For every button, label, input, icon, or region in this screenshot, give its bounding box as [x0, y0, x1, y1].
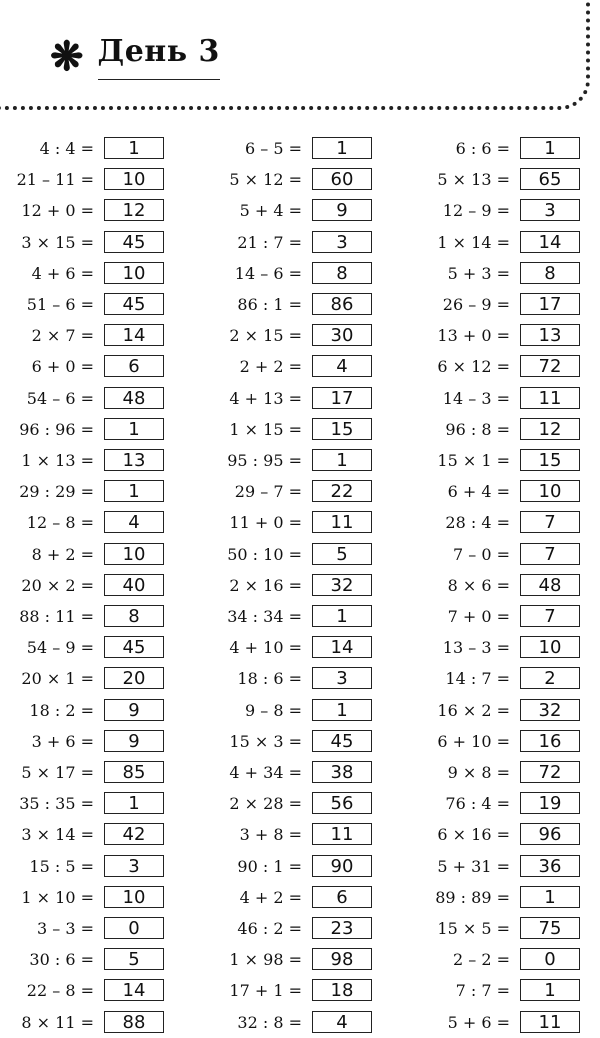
exercise-expression: 4 + 13 =	[229, 388, 302, 408]
exercise-expression: 6 + 10 =	[437, 731, 510, 751]
answer-box[interactable]: 7	[520, 511, 580, 533]
answer-box[interactable]: 4	[312, 1011, 372, 1033]
answer-box[interactable]: 17	[520, 293, 580, 315]
answer-box[interactable]: 1	[104, 792, 164, 814]
answer-box[interactable]: 1	[520, 979, 580, 1001]
answer-box[interactable]: 10	[104, 262, 164, 284]
answer-box[interactable]: 38	[312, 761, 372, 783]
answer-box[interactable]: 1	[520, 137, 580, 159]
exercise-expression: 1 × 13 =	[21, 451, 94, 470]
exercise-expression: 29 – 7 =	[234, 482, 302, 502]
answer-box[interactable]: 0	[520, 948, 580, 970]
exercise-row	[0, 418, 600, 442]
answer-box[interactable]: 14	[104, 979, 164, 1001]
answer-box[interactable]: 8	[520, 262, 580, 284]
answer-box[interactable]: 98	[312, 948, 372, 970]
answer-box[interactable]: 3	[520, 199, 580, 221]
exercise-expression: 3 – 3 =	[36, 919, 94, 938]
exercise-expression: 95 : 95 =	[227, 451, 302, 470]
answer-box[interactable]: 85	[104, 761, 164, 783]
exercise-expression: 1 × 98 =	[229, 950, 302, 970]
answer-box[interactable]: 5	[312, 543, 372, 565]
exercise-row	[0, 823, 600, 847]
exercise-row	[0, 293, 600, 317]
exercise-expression: 15 : 5 =	[29, 856, 94, 876]
answer-box[interactable]: 45	[104, 293, 164, 315]
exercise-expression: 5 + 3 =	[447, 263, 510, 283]
answer-box[interactable]: 19	[520, 792, 580, 814]
answer-box[interactable]: 20	[104, 667, 164, 689]
answer-box[interactable]: 22	[312, 480, 372, 502]
answer-box[interactable]: 7	[520, 543, 580, 565]
answer-box[interactable]: 2	[520, 667, 580, 689]
exercise-expression: 86 : 1 =	[237, 295, 302, 314]
exercise-expression: 4 + 6 =	[31, 263, 94, 283]
answer-box[interactable]: 4	[104, 511, 164, 533]
answer-box[interactable]: 1	[104, 418, 164, 440]
answer-box[interactable]: 13	[520, 324, 580, 346]
answer-box[interactable]: 17	[312, 387, 372, 409]
answer-box[interactable]: 4	[312, 355, 372, 377]
exercise-expression: 51 – 6 =	[26, 295, 94, 314]
answer-box[interactable]: 5	[104, 948, 164, 970]
answer-box[interactable]: 7	[520, 605, 580, 627]
exercise-expression: 5 × 13 =	[437, 170, 510, 190]
answer-box[interactable]: 88	[104, 1011, 164, 1033]
exercise-expression: 3 × 15 =	[21, 232, 94, 252]
answer-box[interactable]: 11	[520, 387, 580, 409]
answer-box[interactable]: 10	[104, 168, 164, 190]
answer-box[interactable]: 10	[104, 543, 164, 565]
answer-box[interactable]: 45	[312, 730, 372, 752]
answer-box[interactable]: 11	[312, 823, 372, 845]
exercise-expression: 15 × 1 =	[437, 451, 510, 470]
exercise-row	[0, 855, 600, 879]
answer-box[interactable]: 3	[312, 231, 372, 253]
exercise-expression: 7 : 7 =	[455, 981, 510, 1001]
answer-box[interactable]: 40	[104, 574, 164, 596]
exercise-expression: 9 – 8 =	[244, 700, 302, 720]
exercise-row	[0, 730, 600, 754]
exercise-row	[0, 262, 600, 286]
exercise-expression: 13 – 3 =	[442, 638, 510, 658]
exercise-expression: 12 + 0 =	[21, 201, 94, 221]
exercise-expression: 2 + 2 =	[239, 357, 302, 377]
answer-box[interactable]: 10	[104, 886, 164, 908]
exercise-expression: 14 – 3 =	[442, 388, 510, 408]
exercise-expression: 12 – 8 =	[26, 513, 94, 533]
answer-box[interactable]: 1	[312, 137, 372, 159]
exercise-row	[0, 948, 600, 972]
exercise-row	[0, 605, 600, 629]
exercise-expression: 76 : 4 =	[445, 794, 510, 814]
answer-box[interactable]: 60	[312, 168, 372, 190]
exercise-row	[0, 761, 600, 785]
exercise-expression: 30 : 6 =	[29, 950, 94, 970]
exercise-row	[0, 480, 600, 504]
answer-box[interactable]: 9	[312, 199, 372, 221]
exercise-row	[0, 137, 600, 161]
exercise-expression: 96 : 8 =	[445, 419, 510, 439]
exercise-row	[0, 168, 600, 192]
answer-box[interactable]: 14	[312, 636, 372, 658]
answer-box[interactable]: 9	[104, 730, 164, 752]
answer-box[interactable]: 12	[520, 418, 580, 440]
exercise-expression: 14 : 7 =	[445, 669, 510, 689]
answer-box[interactable]: 11	[312, 511, 372, 533]
exercise-row	[0, 543, 600, 567]
answer-box[interactable]: 1	[312, 699, 372, 721]
answer-box[interactable]: 18	[312, 979, 372, 1001]
exercise-expression: 15 × 5 =	[437, 919, 510, 938]
exercise-row	[0, 917, 600, 941]
answer-box[interactable]: 32	[312, 574, 372, 596]
exercise-expression: 8 + 2 =	[31, 544, 94, 564]
exercise-expression: 50 : 10 =	[227, 544, 302, 564]
exercise-expression: 54 – 9 =	[26, 638, 94, 658]
answer-box[interactable]: 36	[520, 855, 580, 877]
exercise-expression: 5 + 6 =	[447, 1012, 510, 1032]
exercise-row	[0, 792, 600, 816]
exercise-expression: 2 × 7 =	[31, 326, 94, 346]
exercise-row	[0, 231, 600, 255]
exercise-expression: 2 – 2 =	[452, 950, 510, 970]
answer-box[interactable]: 9	[104, 699, 164, 721]
exercise-expression: 9 × 8 =	[447, 763, 510, 782]
exercise-expression: 18 : 6 =	[237, 669, 302, 689]
exercise-row	[0, 324, 600, 348]
exercise-expression: 4 + 34 =	[229, 763, 302, 782]
answer-box[interactable]: 32	[520, 699, 580, 721]
exercise-expression: 4 + 2 =	[239, 887, 302, 907]
exercise-expression: 16 × 2 =	[437, 700, 510, 720]
answer-box[interactable]: 23	[312, 917, 372, 939]
exercise-row	[0, 1011, 600, 1035]
header	[50, 34, 220, 80]
exercise-expression: 29 : 29 =	[19, 482, 94, 502]
exercise-expression: 1 × 10 =	[21, 887, 94, 907]
exercise-expression: 22 – 8 =	[26, 981, 94, 1001]
exercise-expression: 6 + 4 =	[447, 482, 510, 502]
answer-box[interactable]: 15	[520, 449, 580, 471]
exercise-expression: 1 × 15 =	[229, 419, 302, 439]
exercise-expression: 2 × 28 =	[229, 794, 302, 814]
answer-box[interactable]: 48	[104, 387, 164, 409]
exercise-expression: 32 : 8 =	[237, 1012, 302, 1032]
answer-box[interactable]: 6	[312, 886, 372, 908]
snowflake-asterisk-icon: ❋	[50, 33, 84, 80]
answer-box[interactable]: 45	[104, 636, 164, 658]
answer-box[interactable]: 42	[104, 823, 164, 845]
exercise-expression: 6 × 16 =	[437, 825, 510, 845]
exercise-expression: 13 + 0 =	[437, 326, 510, 346]
exercise-expression: 14 – 6 =	[234, 263, 302, 283]
exercise-expression: 20 × 2 =	[21, 575, 94, 595]
answer-box[interactable]: 14	[520, 231, 580, 253]
answer-box[interactable]: 1	[312, 605, 372, 627]
exercise-row	[0, 355, 600, 379]
exercise-row	[0, 979, 600, 1003]
exercise-expression: 17 + 1 =	[229, 981, 302, 1001]
answer-box[interactable]: 13	[104, 449, 164, 471]
answer-box[interactable]: 8	[312, 262, 372, 284]
exercise-expression: 15 × 3 =	[229, 731, 302, 751]
exercise-expression: 12 – 9 =	[442, 201, 510, 221]
answer-box[interactable]: 10	[520, 636, 580, 658]
answer-box[interactable]: 3	[104, 855, 164, 877]
answer-box[interactable]: 72	[520, 355, 580, 377]
exercise-row	[0, 636, 600, 660]
exercise-row	[0, 199, 600, 223]
exercise-expression: 6 – 5 =	[244, 139, 302, 158]
answer-box[interactable]: 8	[104, 605, 164, 627]
exercise-row	[0, 449, 600, 473]
exercise-row	[0, 511, 600, 535]
answer-box[interactable]: 75	[520, 917, 580, 939]
answer-box[interactable]: 3	[312, 667, 372, 689]
exercise-expression: 90 : 1 =	[237, 856, 302, 876]
exercise-expression: 3 + 6 =	[31, 731, 94, 751]
exercise-row	[0, 667, 600, 691]
answer-box[interactable]: 96	[520, 823, 580, 845]
exercise-expression: 88 : 11 =	[19, 607, 94, 626]
exercise-expression: 5 + 4 =	[239, 201, 302, 221]
exercise-expression: 5 + 31 =	[437, 856, 510, 876]
answer-box[interactable]: 11	[520, 1011, 580, 1033]
exercise-expression: 6 + 0 =	[31, 357, 94, 377]
exercise-row	[0, 699, 600, 723]
answer-box[interactable]: 6	[104, 355, 164, 377]
exercise-expression: 5 × 17 =	[21, 763, 94, 782]
exercise-expression: 6 : 6 =	[455, 139, 510, 158]
answer-box[interactable]: 56	[312, 792, 372, 814]
exercise-expression: 96 : 96 =	[19, 419, 94, 439]
exercise-expression: 6 × 12 =	[437, 357, 510, 377]
answer-box[interactable]: 90	[312, 855, 372, 877]
exercise-expression: 46 : 2 =	[237, 919, 302, 938]
exercise-expression: 21 – 11 =	[16, 170, 94, 190]
exercise-expression: 8 × 11 =	[21, 1012, 94, 1032]
exercise-expression: 89 : 89 =	[435, 887, 510, 907]
answer-box[interactable]: 12	[104, 199, 164, 221]
exercise-expression: 2 × 16 =	[229, 575, 302, 595]
exercise-expression: 20 × 1 =	[21, 669, 94, 689]
answer-box[interactable]: 30	[312, 324, 372, 346]
answer-box[interactable]: 15	[312, 418, 372, 440]
exercise-expression: 7 – 0 =	[452, 544, 510, 564]
answer-box[interactable]: 1	[104, 480, 164, 502]
exercise-expression: 11 + 0 =	[229, 513, 302, 533]
exercise-expression: 5 × 12 =	[229, 170, 302, 190]
answer-box[interactable]: 72	[520, 761, 580, 783]
exercise-expression: 35 : 35 =	[19, 794, 94, 814]
exercise-expression: 4 : 4 =	[39, 139, 94, 158]
answer-box[interactable]: 86	[312, 293, 372, 315]
answer-box[interactable]: 1	[520, 886, 580, 908]
answer-box[interactable]: 1	[104, 137, 164, 159]
exercise-expression: 3 × 14 =	[21, 825, 94, 845]
exercise-row	[0, 387, 600, 411]
answer-box[interactable]: 10	[520, 480, 580, 502]
exercise-row	[0, 574, 600, 598]
exercise-expression: 4 + 10 =	[229, 638, 302, 658]
answer-box[interactable]: 14	[104, 324, 164, 346]
exercise-expression: 2 × 15 =	[229, 326, 302, 346]
exercise-expression: 1 × 14 =	[437, 232, 510, 252]
exercise-expression: 28 : 4 =	[445, 513, 510, 533]
exercise-expression: 3 + 8 =	[239, 825, 302, 845]
exercise-row	[0, 886, 600, 910]
exercise-expression: 8 × 6 =	[447, 575, 510, 595]
answer-box[interactable]: 45	[104, 231, 164, 253]
exercise-expression: 54 – 6 =	[26, 388, 94, 408]
answer-box[interactable]: 16	[520, 730, 580, 752]
answer-box[interactable]: 0	[104, 917, 164, 939]
answer-box[interactable]: 48	[520, 574, 580, 596]
page-title: День 3	[98, 34, 220, 80]
exercise-expression: 34 : 34 =	[227, 607, 302, 626]
exercise-expression: 21 : 7 =	[237, 232, 302, 252]
answer-box[interactable]: 65	[520, 168, 580, 190]
exercise-expression: 26 – 9 =	[442, 295, 510, 314]
exercise-expression: 18 : 2 =	[29, 700, 94, 720]
exercise-expression: 7 + 0 =	[447, 607, 510, 626]
answer-box[interactable]: 1	[312, 449, 372, 471]
